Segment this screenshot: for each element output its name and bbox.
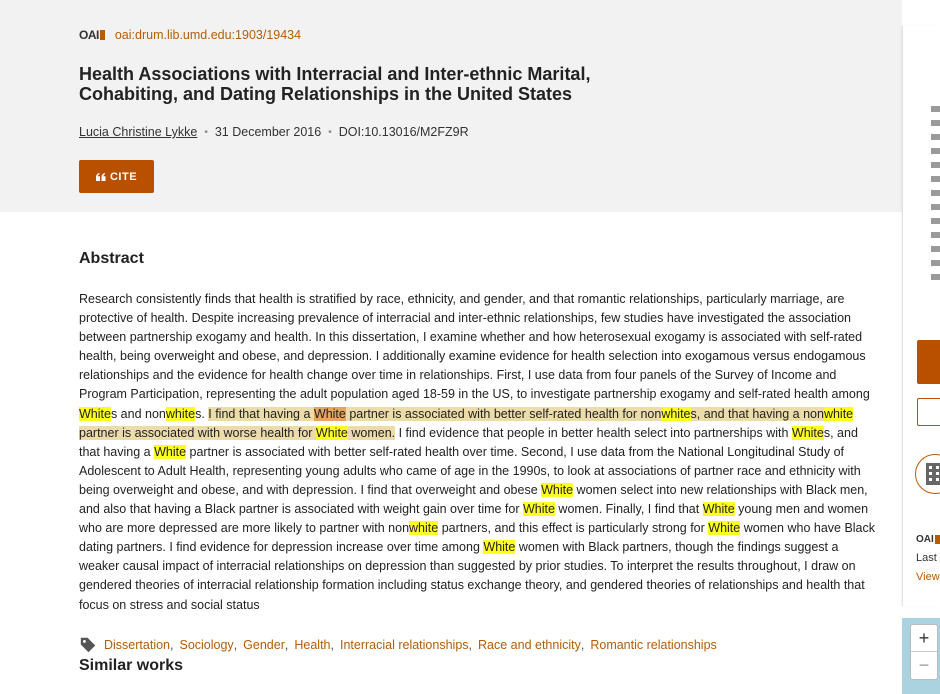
tag-separator: ,: [580, 638, 585, 652]
oai-logo: OAI: [79, 28, 105, 42]
sidebar-oai-logo: OAI: [916, 534, 940, 545]
search-highlight: white: [823, 406, 854, 421]
subject-tag[interactable]: Romantic relationships: [590, 638, 717, 652]
sidebar-dash: [931, 190, 940, 196]
sidebar-primary-button[interactable]: [917, 340, 940, 384]
author-link[interactable]: Lucia Christine Lykke: [79, 125, 198, 139]
page-title: Health Associations with Interracial and Inter-ethnic Marital, Cohabiting, and Dating Relationships in the United States: [79, 64, 591, 104]
search-highlight: White: [791, 425, 824, 440]
sidebar-dash: [931, 274, 940, 280]
sidebar-dash: [931, 162, 940, 168]
tag-separator: ,: [233, 638, 238, 652]
subject-tag[interactable]: Race and ethnicity: [478, 638, 581, 652]
text-selection: I find that having a White partner is associated with better self-rated health for nonwhites, and that having a nonwhite partner is associated with worse health for White women.: [79, 406, 854, 440]
subject-tag[interactable]: Sociology: [179, 638, 234, 652]
sidebar-dash: [931, 120, 940, 126]
similar-works-heading: Similar works: [79, 657, 184, 674]
search-highlight: White: [315, 425, 348, 440]
cite-button-label: CITE: [109, 170, 138, 183]
subject-tag[interactable]: Gender: [243, 638, 285, 652]
sidebar-dash: [931, 246, 940, 252]
sidebar-dash: [931, 204, 940, 210]
tag-icon: [79, 636, 97, 654]
map-zoom-control: [910, 624, 938, 680]
search-highlight: white: [661, 406, 691, 421]
tag-separator: ,: [330, 638, 334, 652]
meta-separator: •: [204, 126, 208, 138]
sidebar-view-link[interactable]: View: [916, 571, 940, 583]
sidebar-dash: [931, 260, 940, 266]
oai-identifier-link[interactable]: oai:drum.lib.umd.edu:1903/19434: [114, 28, 302, 42]
oai-row: [79, 28, 301, 42]
zoom-in-button[interactable]: +: [911, 625, 937, 652]
subject-tag[interactable]: Dissertation: [104, 638, 170, 652]
search-highlight: White: [154, 444, 187, 459]
subject-tag[interactable]: Health: [294, 638, 331, 652]
sidebar-dash: [931, 134, 940, 140]
record-meta: [79, 125, 469, 139]
building-icon: [926, 463, 940, 485]
cite-button[interactable]: [79, 160, 154, 193]
search-highlight: white: [409, 521, 439, 536]
sidebar-dash: [931, 218, 940, 224]
search-highlight: white: [165, 406, 196, 421]
search-highlight: White: [523, 502, 555, 517]
search-highlight: White: [702, 502, 735, 517]
search-highlight: White: [313, 406, 346, 421]
tag-separator: ,: [468, 638, 473, 652]
abstract-text: Research consistently finds that health is stratified by race, ethnicity, and gender, and that romantic relationships, particularly marriage, are protective of health. Despite increasing prevalence of interracial and inter-ethnic relationships, few studies have investigated the association between partnership exogamy and health. In this dissertation, I examine whether and how heterosexual exogamy is associated with self-rated health, being overweight and obese, and depression. I additionally examine evidence for health selection into exogamous versus endogamous relationships and the evidence for health change over time in relationships. First, I use data from four panels of the Survey of Income and Program Participation, representing the adult population aged 18-59 in the US, to investigate partnership exogamy and self-rated health among Whites and nonwhites. I find that having a White partner is associated with better self-rated health for nonwhites, and that having a nonwhite partner is associated with worse health for White women. I find evidence that people in better health select into partnerships with Whites, and that having a White partner is associated with better self-rated health over time. Second, I use data from the National Longitudinal Study of Adolescent to Adult Health, representing young adults who came of age in the 1990s, to look at associations of partner race and ethnicity with being overweight and obese, and with depression. I find that overweight and obese White women select into new relationships with Black men, and also that having a Black partner is associated with weight gain over time for White women. Finally, I find that White young men and women who are more depressed are more likely to partner with nonwhite partners, and this effect is particularly strong for White women who have Black dating partners. I find evidence for depression increase over time among White women with Black partners, though the findings suggest a weaker causal impact of interracial relationships on depression than suggested by prior studies. To interpret the results throughout, I draw on gendered theories of interracial relationship formation including status exchange theory, and gendered theories of relationships and health that focus on stress and social status: [79, 292, 876, 612]
subject-tag[interactable]: Interracial relationships: [339, 638, 469, 652]
sidebar-dash: [931, 176, 940, 182]
search-highlight: White: [708, 521, 741, 536]
record-header: [0, 0, 902, 212]
meta-separator: •: [328, 126, 332, 138]
tag-separator: ,: [284, 638, 289, 652]
sidebar-dash: [931, 148, 940, 154]
sidebar-last-label: Last: [916, 552, 937, 564]
sidebar-dash: [931, 106, 940, 112]
tag-separator: ,: [170, 638, 174, 652]
doi-text: DOI:10.13016/M2FZ9R: [338, 125, 469, 139]
institution-icon-button[interactable]: [915, 454, 940, 494]
quote-icon: [96, 173, 106, 181]
search-highlight: White: [483, 540, 516, 555]
right-sidebar: [902, 26, 940, 606]
search-highlight: White: [79, 406, 111, 421]
sidebar-secondary-button[interactable]: [917, 398, 940, 426]
search-highlight: White: [541, 482, 574, 497]
subject-tags: [79, 636, 717, 654]
sidebar-dash: [931, 232, 940, 238]
abstract-heading: Abstract: [79, 250, 144, 267]
publication-date: 31 December 2016: [214, 125, 322, 139]
zoom-out-button[interactable]: −: [918, 655, 930, 675]
